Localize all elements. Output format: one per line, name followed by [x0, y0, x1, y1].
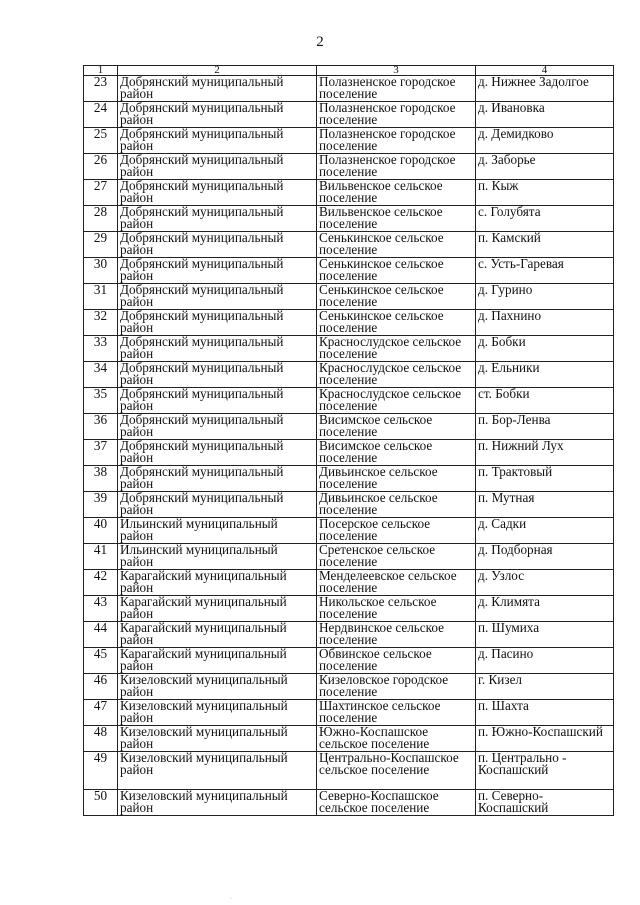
locality-cell: д. Ельники [476, 362, 614, 388]
row-number: 33 [84, 336, 118, 362]
settlement-cell: Сенькинское сельское поселение [317, 310, 476, 336]
locality-cell: п. Бор-Ленва [476, 414, 614, 440]
table-body [84, 76, 614, 816]
settlement-cell: Шахтинское сельское поселение [317, 700, 476, 726]
locality-cell: д. Демидково [476, 128, 614, 154]
row-number: 38 [84, 466, 118, 492]
locality-cell: п. Трактовый [476, 466, 614, 492]
district-cell: Добрянский муниципальный район [118, 232, 317, 258]
locality-cell: д. Нижнее Задолгое [476, 76, 614, 102]
row-number: 37 [84, 440, 118, 466]
row-number: 41 [84, 544, 118, 570]
table-row [84, 336, 614, 362]
district-cell: Добрянский муниципальный район [118, 102, 317, 128]
locality-cell: п. Шумиха [476, 622, 614, 648]
settlement-cell: Полазненское городское поселение [317, 102, 476, 128]
district-cell: Добрянский муниципальный район [118, 310, 317, 336]
column-header-2: 2 [118, 66, 317, 76]
table-row [84, 232, 614, 258]
locality-cell: д. Гурино [476, 284, 614, 310]
locality-cell: д. Узлос [476, 570, 614, 596]
row-number: 27 [84, 180, 118, 206]
row-number: 28 [84, 206, 118, 232]
table-row [84, 622, 614, 648]
locality-cell: п. Нижний Лух [476, 440, 614, 466]
settlement-cell: Сенькинское сельское поселение [317, 284, 476, 310]
table-row [84, 726, 614, 752]
district-cell: Добрянский муниципальный район [118, 180, 317, 206]
table-row [84, 518, 614, 544]
row-number: 31 [84, 284, 118, 310]
row-number: 29 [84, 232, 118, 258]
settlement-cell: Дивьинское сельское поселение [317, 492, 476, 518]
row-number: 47 [84, 700, 118, 726]
table-row [84, 466, 614, 492]
column-header-1: 1 [84, 66, 118, 76]
row-number: 23 [84, 76, 118, 102]
locality-cell: д. Пасино [476, 648, 614, 674]
table-row [84, 154, 614, 180]
row-number: 30 [84, 258, 118, 284]
scan-artifact: · [230, 896, 232, 902]
locality-cell: д. Климята [476, 596, 614, 622]
row-number: 35 [84, 388, 118, 414]
district-cell: Карагайский муниципальный район [118, 648, 317, 674]
table-row [84, 674, 614, 700]
row-number: 32 [84, 310, 118, 336]
settlement-cell: Нердвинское сельское поселение [317, 622, 476, 648]
row-number: 34 [84, 362, 118, 388]
locality-cell: п. Камский [476, 232, 614, 258]
row-number: 49 [84, 752, 118, 790]
row-number: 26 [84, 154, 118, 180]
table-row [84, 414, 614, 440]
settlement-cell: Южно-Коспашское сельское поселение [317, 726, 476, 752]
row-number: 25 [84, 128, 118, 154]
locality-cell: д. Бобки [476, 336, 614, 362]
row-number: 24 [84, 102, 118, 128]
locality-cell: д. Садки [476, 518, 614, 544]
row-number: 43 [84, 596, 118, 622]
district-cell: Ильинский муниципальный район [118, 544, 317, 570]
settlement-cell: Сенькинское сельское поселение [317, 258, 476, 284]
row-number: 44 [84, 622, 118, 648]
table-row [84, 440, 614, 466]
localities-table [83, 65, 614, 816]
locality-cell: п. Мутная [476, 492, 614, 518]
district-cell: Добрянский муниципальный район [118, 466, 317, 492]
district-cell: Добрянский муниципальный район [118, 76, 317, 102]
district-cell: Добрянский муниципальный район [118, 414, 317, 440]
district-cell: Кизеловский муниципальный район [118, 726, 317, 752]
locality-cell: п. Северно-Коспашский [476, 790, 614, 816]
locality-cell: д. Подборная [476, 544, 614, 570]
column-header-3: 3 [317, 66, 476, 76]
locality-cell: ст. Бобки [476, 388, 614, 414]
row-number: 42 [84, 570, 118, 596]
settlement-cell: Центрально-Коспашское сельское поселение [317, 752, 476, 790]
district-cell: Карагайский муниципальный район [118, 622, 317, 648]
settlement-cell: Висимское сельское поселение [317, 440, 476, 466]
district-cell: Добрянский муниципальный район [118, 258, 317, 284]
table-row [84, 752, 614, 790]
district-cell: Добрянский муниципальный район [118, 440, 317, 466]
settlement-cell: Краснослудское сельское поселение [317, 362, 476, 388]
district-cell: Добрянский муниципальный район [118, 128, 317, 154]
settlement-cell: Менделеевское сельское поселение [317, 570, 476, 596]
locality-cell: д. Ивановка [476, 102, 614, 128]
district-cell: Карагайский муниципальный район [118, 570, 317, 596]
district-cell: Добрянский муниципальный район [118, 492, 317, 518]
table-row [84, 648, 614, 674]
settlement-cell: Полазненское городское поселение [317, 128, 476, 154]
table-row [84, 102, 614, 128]
district-cell: Добрянский муниципальный район [118, 206, 317, 232]
district-cell: Добрянский муниципальный район [118, 362, 317, 388]
table-row [84, 310, 614, 336]
table-row [84, 284, 614, 310]
district-cell: Добрянский муниципальный район [118, 154, 317, 180]
row-number: 39 [84, 492, 118, 518]
table-row [84, 388, 614, 414]
row-number: 48 [84, 726, 118, 752]
row-number: 40 [84, 518, 118, 544]
settlement-cell: Дивьинское сельское поселение [317, 466, 476, 492]
column-header-4: 4 [476, 66, 614, 76]
district-cell: Ильинский муниципальный район [118, 518, 317, 544]
locality-cell: с. Голубята [476, 206, 614, 232]
table-row [84, 790, 614, 816]
table-row [84, 570, 614, 596]
settlement-cell: Сретенское сельское поселение [317, 544, 476, 570]
locality-cell: п. Шахта [476, 700, 614, 726]
locality-cell: п. Центрально - Коспашский [476, 752, 614, 790]
table-row [84, 700, 614, 726]
settlement-cell: Вильвенское сельское поселение [317, 206, 476, 232]
district-cell: Добрянский муниципальный район [118, 388, 317, 414]
settlement-cell: Северно-Коспашское сельское поселение [317, 790, 476, 816]
district-cell: Кизеловский муниципальный район [118, 700, 317, 726]
row-number: 36 [84, 414, 118, 440]
settlement-cell: Полазненское городское поселение [317, 154, 476, 180]
locality-cell: п. Южно-Коспашский [476, 726, 614, 752]
settlement-cell: Краснослудское сельское поселение [317, 388, 476, 414]
locality-cell: п. Кыж [476, 180, 614, 206]
settlement-cell: Кизеловское городское поселение [317, 674, 476, 700]
locality-cell: г. Кизел [476, 674, 614, 700]
district-cell: Добрянский муниципальный район [118, 284, 317, 310]
settlement-cell: Посерское сельское поселение [317, 518, 476, 544]
district-cell: Кизеловский муниципальный район [118, 790, 317, 816]
table-row [84, 128, 614, 154]
table-row [84, 76, 614, 102]
district-cell: Добрянский муниципальный район [118, 336, 317, 362]
table-row [84, 492, 614, 518]
district-cell: Кизеловский муниципальный район [118, 752, 317, 790]
settlement-cell: Никольское сельское поселение [317, 596, 476, 622]
table-row [84, 180, 614, 206]
table-row [84, 258, 614, 284]
table-row [84, 544, 614, 570]
settlement-cell: Обвинское сельское поселение [317, 648, 476, 674]
table-row [84, 362, 614, 388]
table-header-row [84, 66, 614, 76]
settlement-cell: Висимское сельское поселение [317, 414, 476, 440]
table-row [84, 596, 614, 622]
locality-cell: д. Заборье [476, 154, 614, 180]
district-cell: Кизеловский муниципальный район [118, 674, 317, 700]
settlement-cell: Краснослудское сельское поселение [317, 336, 476, 362]
district-cell: Карагайский муниципальный район [118, 596, 317, 622]
row-number: 50 [84, 790, 118, 816]
row-number: 46 [84, 674, 118, 700]
table-row [84, 206, 614, 232]
settlement-cell: Вильвенское сельское поселение [317, 180, 476, 206]
locality-cell: с. Усть-Гаревая [476, 258, 614, 284]
row-number: 45 [84, 648, 118, 674]
locality-cell: д. Пахнино [476, 310, 614, 336]
settlement-cell: Сенькинское сельское поселение [317, 232, 476, 258]
page-number: 2 [316, 34, 324, 50]
settlement-cell: Полазненское городское поселение [317, 76, 476, 102]
